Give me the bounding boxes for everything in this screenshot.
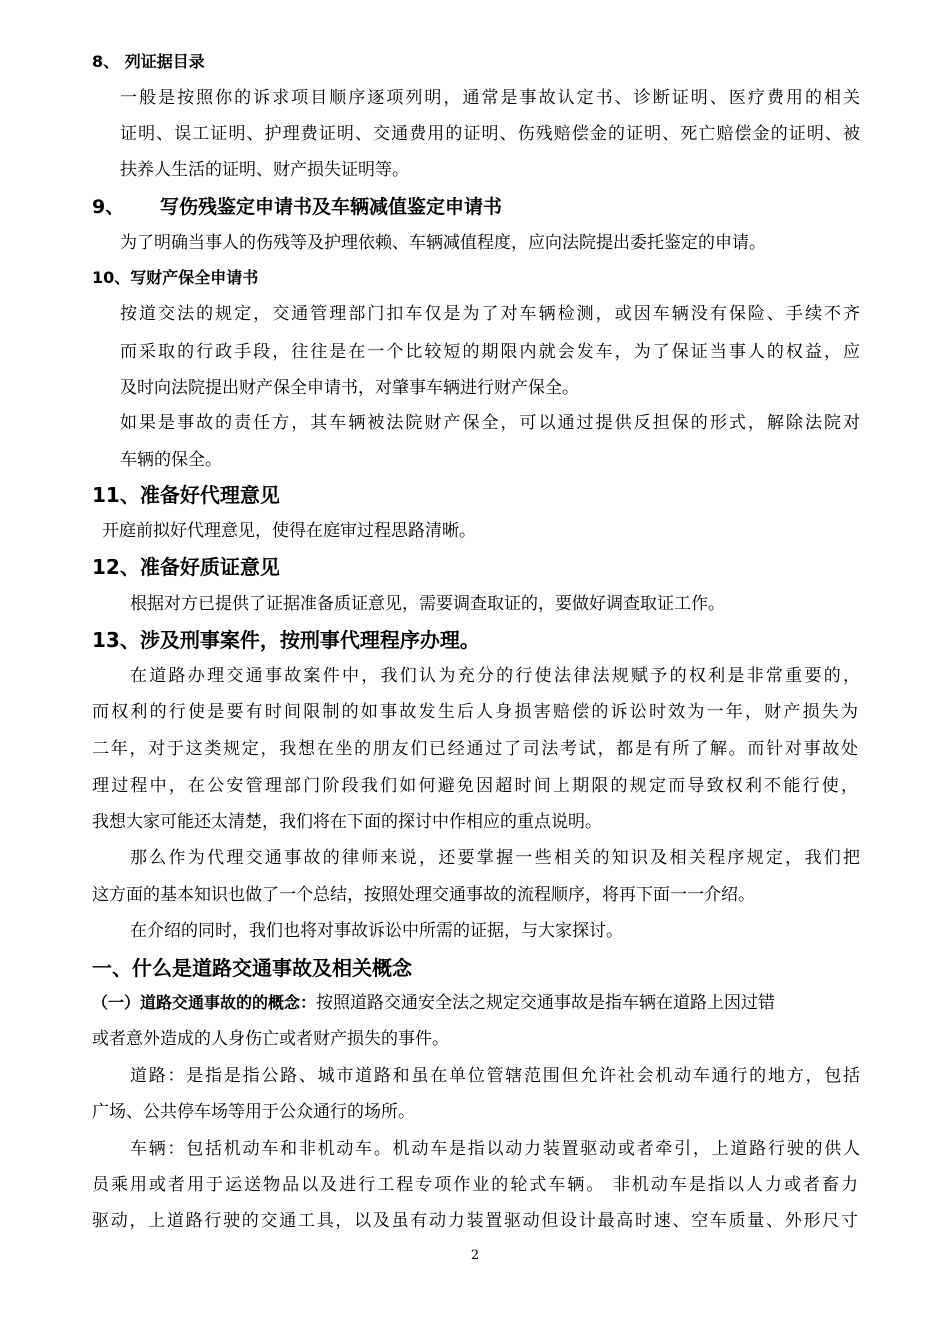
- section-10-line-2: 而采取的行政手段，往往是在一个比较短的期限内就会发车，为了保证当事人的权益，应: [120, 342, 860, 362]
- section-13-line-7: 这方面的基本知识也做了一个总结，按照处理交通事故的流程顺序，将再下面一一介绍。: [92, 885, 755, 905]
- part-1-heading: 一、什么是道路交通事故及相关概念: [92, 956, 412, 980]
- section-9-title: 写伤残鉴定申请书及车辆减值鉴定申请书: [160, 196, 503, 218]
- road-line-2: 广场、公共停车场等用于公众通行的场所。: [92, 1102, 415, 1122]
- section-10-line-3: 及时向法院提出财产保全申请书，对肇事车辆进行财产保全。: [120, 378, 579, 398]
- section-10-line-4: 如果是事故的责任方，其车辆被法院财产保全，可以通过提供反担保的形式，解除法院对: [120, 413, 860, 433]
- vehicle-line-1: 车辆：包括机动车和非机动车。机动车是指以动力装置驱动或者牵引，上道路行驶的供人: [130, 1139, 860, 1159]
- part-1-sub-label: （一）道路交通事故的的概念：: [92, 993, 317, 1012]
- section-13-line-1: 在道路办理交通事故案件中，我们认为充分的行使法律法规赋予的权利是非常重要的，: [130, 666, 860, 686]
- section-8-line-2: 证明、误工证明、护理费证明、交通费用的证明、伤残赔偿金的证明、死亡赔偿金的证明、被: [120, 124, 860, 144]
- section-10-line-5: 车辆的保全。: [120, 450, 222, 470]
- section-9-number: 9、: [92, 196, 125, 218]
- section-8-line-1: 一般是按照你的诉求项目顺序逐项列明，通常是事故认定书、诊断证明、医疗费用的相关: [120, 88, 860, 108]
- section-12-line-1: 根据对方已提供了证据准备质证意见，需要调查取证的，要做好调查取证工作。: [130, 594, 725, 614]
- section-10-line-1: 按道交法的规定，交通管理部门扣车仅是为了对车辆检测，或因车辆没有保险、手续不齐: [120, 304, 860, 324]
- part-1-sub-line-2: 或者意外造成的人身伤亡或者财产损失的事件。: [92, 1029, 449, 1049]
- part-1-sub-line-1-rest: 按照道路交通安全法之规定交通事故是指车辆在道路上因过错: [316, 993, 776, 1013]
- section-13-line-5: 我想大家可能还太清楚，我们将在下面的探讨中作相应的重点说明。: [92, 812, 602, 832]
- section-11-heading: 11、准备好代理意见: [92, 483, 280, 507]
- section-13-line-8: 在介绍的同时，我们也将对事故诉讼中所需的证据，与大家探讨。: [130, 921, 623, 941]
- part-1-sub-line-1: [92, 991, 858, 1015]
- section-8-heading: 8、 列证据目录: [92, 52, 205, 71]
- page-number: 2: [470, 1248, 480, 1263]
- section-13-line-3: 二年，对于这类规定，我想在坐的朋友们已经通过了司法考试，都是有所了解。而针对事故处: [92, 739, 858, 759]
- vehicle-line-3: 驱动，上道路行驶的交通工具，以及虽有动力装置驱动但设计最高时速、空车质量、外形尺寸: [92, 1211, 858, 1231]
- section-10-heading: 10、写财产保全申请书: [92, 268, 259, 287]
- section-11-line-1: 开庭前拟好代理意见，使得在庭审过程思路清晰。: [102, 521, 476, 541]
- section-9-line-1: 为了明确当事人的伤残等及护理依赖、车辆减值程度，应向法院提出委托鉴定的申请。: [120, 233, 766, 253]
- section-13-heading: 13、涉及刑事案件，按刑事代理程序办理。: [92, 628, 480, 652]
- section-12-heading: 12、准备好质证意见: [92, 555, 280, 579]
- section-13-line-4: 理过程中，在公安管理部门阶段我们如何避免因超时间上期限的规定而导致权利不能行使，: [92, 776, 858, 796]
- section-8-line-3: 扶养人生活的证明、财产损失证明等。: [120, 160, 409, 180]
- section-13-line-2: 而权利的行使是要有时间限制的如事故发生后人身损害赔偿的诉讼时效为一年，财产损失为: [92, 702, 858, 722]
- road-line-1: 道路：是指是指公路、城市道路和虽在单位管辖范围但允许社会机动车通行的地方，包括: [130, 1066, 860, 1086]
- vehicle-line-2: 员乘用或者用于运送物品以及进行工程专项作业的轮式车辆。 非机动车是指以人力或者畜力: [92, 1175, 858, 1195]
- section-13-line-6: 那么作为代理交通事故的律师来说，还要掌握一些相关的知识及相关程序规定，我们把: [130, 848, 860, 868]
